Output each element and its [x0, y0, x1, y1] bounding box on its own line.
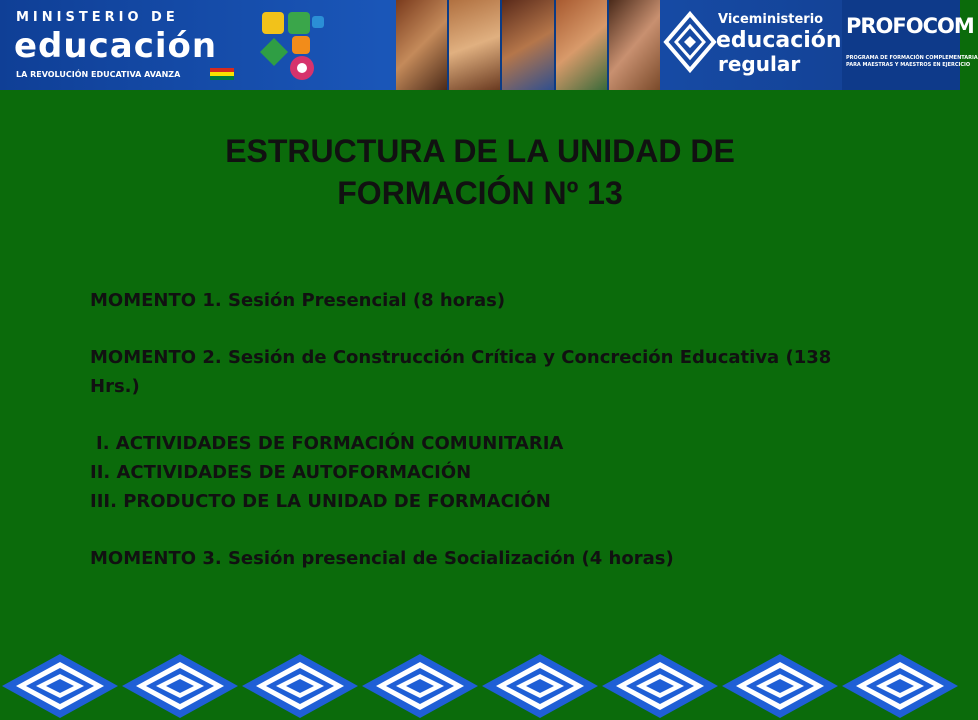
viceministry-logo	[664, 8, 840, 82]
moment-2-label: MOMENTO 2	[90, 347, 215, 368]
moment-1	[90, 286, 850, 315]
title-line-1: ESTRUCTURA DE LA UNIDAD DE	[225, 133, 735, 169]
education-emblem-icon	[256, 8, 326, 82]
woven-pattern-border	[0, 652, 960, 720]
ministry-logo	[8, 6, 248, 84]
moment-3	[90, 544, 850, 573]
activity-3: III. PRODUCTO DE LA UNIDAD DE FORMACIÓN	[90, 491, 551, 512]
moment-1-label: MOMENTO	[90, 290, 197, 311]
viceministry-name: educación	[716, 28, 842, 53]
viceministry-sub: regular	[718, 52, 801, 76]
weave-motif-8	[842, 654, 958, 718]
weave-motif-7	[722, 654, 838, 718]
photo-5	[609, 0, 660, 90]
ministry-name: educación	[14, 26, 218, 66]
title-line-2: FORMACIÓN Nº 13	[337, 175, 623, 211]
children-photo-strip	[396, 0, 660, 90]
moment-3-text: Sesión presencial de Socialización (4 horas)	[221, 548, 674, 569]
profocom-logo	[842, 0, 978, 90]
weave-motif-5	[482, 654, 598, 718]
slide-content	[90, 286, 850, 573]
weave-motif-6	[602, 654, 718, 718]
photo-1	[396, 0, 449, 90]
header-banner	[0, 0, 978, 90]
bolivia-flag-icon	[210, 68, 234, 80]
weave-motif-4	[362, 654, 478, 718]
profocom-sub1: PROGRAMA DE FORMACIÓN COMPLEMENTARIA	[846, 55, 978, 61]
moment-1-text: 1. Sesión Presencial (8 horas)	[196, 290, 506, 311]
viceministry-emblem-icon	[664, 12, 716, 72]
photo-2	[449, 0, 502, 90]
weave-motif-1	[2, 654, 118, 718]
weave-motif-2	[122, 654, 238, 718]
weave-motif-3	[242, 654, 358, 718]
photo-3	[502, 0, 555, 90]
activity-1: I. ACTIVIDADES DE FORMACIÓN COMUNITARIA	[96, 433, 564, 454]
profocom-sub2: PARA MAESTRAS Y MAESTROS EN EJERCICIO	[846, 62, 971, 68]
moment-2-text: . Sesión de Construcción Crítica y Concreción Educativa (138 Hrs.)	[90, 347, 832, 397]
photo-4	[556, 0, 609, 90]
slide-title	[100, 130, 860, 214]
moment-3-label: MOMENTO 3.	[90, 548, 222, 569]
ministry-tagline: LA REVOLUCIÓN EDUCATIVA AVANZA	[16, 70, 181, 79]
ministry-top-text: MINISTERIO DE	[16, 10, 179, 25]
viceministry-title: Viceministerio	[718, 12, 824, 27]
moment-2	[90, 343, 850, 401]
activity-2: II. ACTIVIDADES DE AUTOFORMACIÓN	[90, 462, 472, 483]
profocom-title: PROFOCOM	[846, 14, 974, 38]
